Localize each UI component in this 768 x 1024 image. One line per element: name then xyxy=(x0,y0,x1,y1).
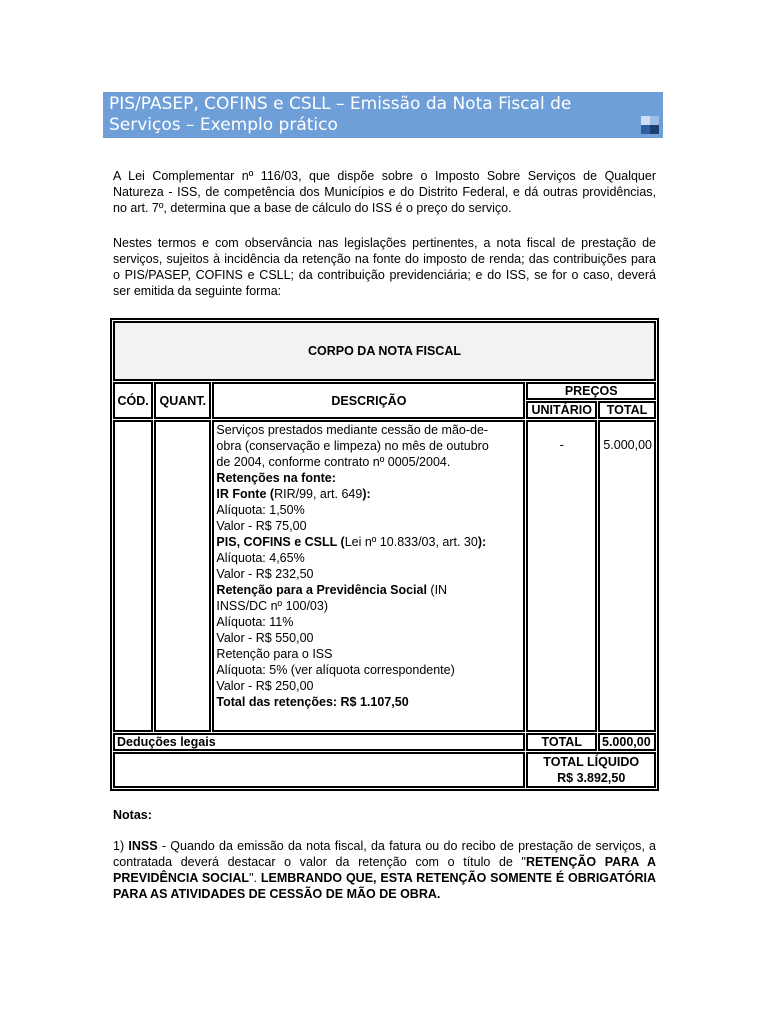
desc-line: Alíquota: 5% (ver alíquota correspondente) xyxy=(216,663,455,677)
ir-fonte-line xyxy=(216,486,521,502)
desc-line: Serviços prestados mediante cessão de mão-de- xyxy=(216,423,489,437)
cod-cell xyxy=(113,420,153,732)
desc-line: Valor - R$ 232,50 xyxy=(216,567,314,581)
pis-cofins-ref: Lei nº 10.833/03, art. 30 xyxy=(344,535,478,549)
total-retencoes: Total das retenções: R$ 1.107,50 xyxy=(216,695,409,709)
ir-fonte-ref: RIR/99, art. 649 xyxy=(274,487,363,501)
col-total: TOTAL xyxy=(598,401,656,419)
document-corner-icon xyxy=(641,116,659,134)
col-cod: CÓD. xyxy=(113,382,153,419)
title-banner xyxy=(103,92,663,138)
empty-deducoes-cell xyxy=(113,752,525,788)
desc-line: de 2004, conforme contrato nº 0005/2004. xyxy=(216,455,451,469)
title-line-1: PIS/PASEP, COFINS e CSLL – Emissão da Nota Fiscal de xyxy=(109,94,572,114)
note-1-text: - Quando da emissão da nota fiscal, da fatura ou do recibo de prestação de serviços, a contratada deverá destacar o valor da retenção com o título de " xyxy=(113,839,657,869)
note-1-text-2: ". xyxy=(249,871,261,885)
note-1-prefix: 1) xyxy=(113,839,129,853)
desc-line: Valor - R$ 250,00 xyxy=(216,679,314,693)
desc-line: INSS/DC nº 100/03) xyxy=(216,599,328,613)
invoice-table xyxy=(110,318,659,791)
previdencia-line xyxy=(216,582,521,598)
desc-line: Alíquota: 4,65% xyxy=(216,551,305,565)
note-1-retencao-title: RETENÇÃO PARA A PREVIDÊNCIA SOCIAL xyxy=(113,855,656,885)
col-unitario: UNITÁRIO xyxy=(526,401,597,419)
desc-line: obra (conservação e limpeza) no mês de outubro xyxy=(216,439,489,453)
intro-paragraph-1: A Lei Complementar nº 116/03, que dispõe sobre o Imposto Sobre Serviços de Qualquer Natureza - ISS, de competência dos Municípios e do Distrito Federal, e dá outras providências, no art. 7º, determina que a base de cálculo do ISS é o preço do serviço. xyxy=(113,169,656,215)
unit-price-cell: - xyxy=(526,420,597,732)
note-1-inss: INSS xyxy=(128,839,158,853)
notes-title: Notas: xyxy=(113,808,152,822)
total-liquido-cell xyxy=(526,752,656,788)
page-title xyxy=(109,94,657,136)
description-cell xyxy=(212,420,525,732)
col-precos: PREÇOS xyxy=(526,382,656,400)
col-descricao: DESCRIÇÃO xyxy=(212,382,525,419)
col-quant: QUANT. xyxy=(154,382,211,419)
pis-cofins-end: ): xyxy=(477,535,487,549)
total-price-cell: 5.000,00 xyxy=(598,420,656,732)
desc-line: Valor - R$ 550,00 xyxy=(216,631,314,645)
retencoes-heading: Retenções na fonte: xyxy=(216,471,336,485)
deducoes-legais: Deduções legais xyxy=(113,733,525,751)
previdencia-ref: (IN xyxy=(426,583,448,597)
quant-cell xyxy=(154,420,211,732)
total-value: 5.000,00 xyxy=(598,733,656,751)
invoice-header: CORPO DA NOTA FISCAL xyxy=(113,321,656,381)
pis-cofins-line xyxy=(216,534,521,550)
ir-fonte-end: ): xyxy=(362,487,371,501)
total-liquido-label: TOTAL LÍQUIDO xyxy=(543,755,640,769)
desc-line: Alíquota: 1,50% xyxy=(216,503,305,517)
total-liquido-value: R$ 3.892,50 xyxy=(557,771,626,785)
intro-paragraph-2: Nestes termos e com observância nas legislações pertinentes, a nota fiscal de prestação de serviços, sujeitos à incidência da retenção na fonte do imposto de renda; das contribuições para o PIS/PASEP, COFINS e CSLL; da contribuição previdenciária; e do ISS, se for o caso, deverá ser emitida da seguinte forma: xyxy=(113,236,656,298)
title-line-2: Serviços – Exemplo prático xyxy=(109,115,338,135)
note-1-warning: LEMBRANDO QUE, ESTA RETENÇÃO SOMENTE É OBRIGATÓRIA PARA AS ATIVIDADES DE CESSÃO DE MÃO DE OBRA. xyxy=(113,871,656,901)
note-1 xyxy=(113,838,656,902)
desc-line: Alíquota: 11% xyxy=(216,615,294,629)
ir-fonte-label: IR Fonte ( xyxy=(216,487,275,501)
total-label: TOTAL xyxy=(526,733,597,751)
previdencia-label: Retenção para a Previdência Social xyxy=(216,583,427,597)
desc-line: Retenção para o ISS xyxy=(216,647,333,661)
desc-line: Valor - R$ 75,00 xyxy=(216,519,307,533)
pis-cofins-label: PIS, COFINS e CSLL ( xyxy=(216,535,345,549)
